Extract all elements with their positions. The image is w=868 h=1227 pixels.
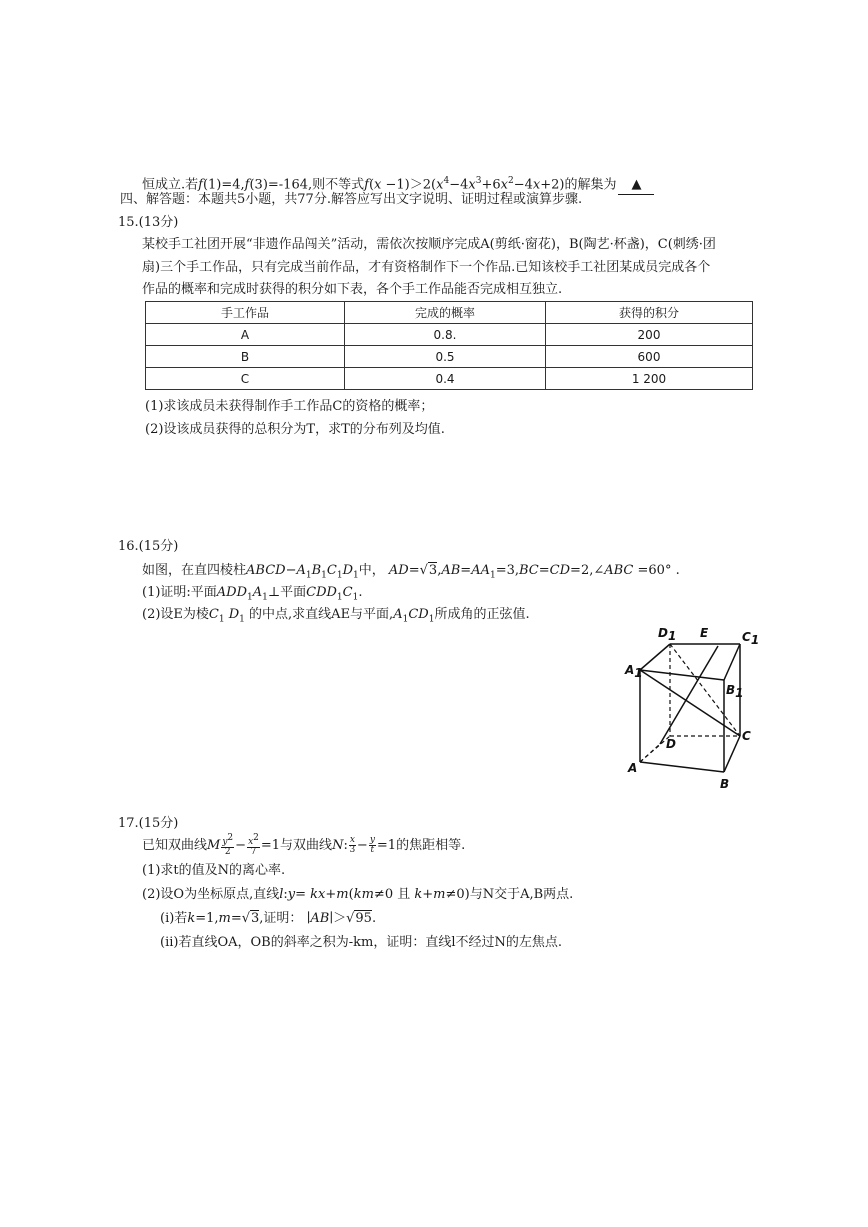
table-row xyxy=(146,324,753,346)
table-row xyxy=(146,346,753,368)
q17-number: 17.(15分) xyxy=(118,816,179,831)
q15-part1: (1)求该成员未获得制作手工作品C的资格的概率； xyxy=(145,399,434,414)
q17-part1: (1)求t的值及N的离心率. xyxy=(142,863,286,878)
edge-a1d1 xyxy=(640,644,670,670)
q15-intro-line3: 作品的概率和完成时获得的积分如下表，各个手工作品能否完成相互独立. xyxy=(142,282,563,297)
q16-part1: (1)证明:平面$ADD_1A_1\perp$平面$CDD_1C_1$. xyxy=(142,585,363,603)
table-cell: B xyxy=(146,346,345,368)
section-heading: 四、解答题：本题共5小题，共77分.解答应写出文字说明、证明过程或演算步骤. xyxy=(120,192,583,207)
q14-tail-line: 恒成立.若f(1)=4,f(3)=-164,则不等式$f(x -1)>2(x^4-4x^3+6x^2-4x+2)$的解集为 ▲ xyxy=(142,172,654,195)
q17-sub-i: (i)若k=1,m=√3,证明： ∣AB∣＞√95. xyxy=(160,911,377,926)
table-header-cell: 完成的概率 xyxy=(345,302,546,324)
answer-blank xyxy=(618,176,654,195)
table-cell: 0.4 xyxy=(345,368,546,390)
label-d1: D1 xyxy=(658,626,677,643)
table-cell: 1 200 xyxy=(546,368,753,390)
line-a1c xyxy=(640,670,740,736)
edge-ab xyxy=(640,762,724,772)
label-a1: A1 xyxy=(625,663,643,680)
q17-sub-ii: (ii)若直线OA，OB的斜率之积为-km，证明：直线l不经过N的左焦点. xyxy=(160,935,562,950)
edge-c1b1 xyxy=(724,644,740,680)
q15-intro-line2: 扇)三个手工作品，只有完成当前作品，才有资格制作下一个作品.已知该校手工社团某成员完成各个 xyxy=(142,260,711,275)
label-b: B xyxy=(720,777,730,791)
triangle-marker-icon: ▲ xyxy=(631,177,642,193)
q17-line1: 已知双曲线M $\frac{y^2}{2}$ − $\frac{x^2}{7}$ =1与双曲线N: $\frac{x}{3}$ − $\frac{y}{t}$ =1的焦距相等. xyxy=(142,833,466,857)
works-table xyxy=(145,301,753,390)
q16-line1: 如图，在直四棱柱$ABCD-A_1B_1C_1D_1$中， $AD=√3,AB=AA_1=3,BC=CD=2,\angle ABC =60^\circ$ . xyxy=(142,563,680,581)
q16-number: 16.(15分) xyxy=(118,539,179,554)
q15-number: 15.(13分) xyxy=(118,215,179,230)
label-c: C xyxy=(742,729,751,743)
table-cell: A xyxy=(146,324,345,346)
label-d: D xyxy=(666,737,676,751)
table-row xyxy=(146,368,753,390)
q17-part2: (2)设O为坐标原点,直线l:y= kx+m(km≠0 且 k+m≠0)与N交于A,B两点. xyxy=(142,887,574,902)
q15-intro-line1: 某校手工社团开展“非遗作品闯关”活动，需依次按顺序完成A(剪纸·窗花)，B(陶艺·杯盏)，C(刺绣·团 xyxy=(142,237,716,252)
prism-figure xyxy=(620,624,770,794)
edge-bc xyxy=(724,736,740,772)
label-e: E xyxy=(700,626,709,640)
table-cell: 0.5 xyxy=(345,346,546,368)
table-cell: 0.8. xyxy=(345,324,546,346)
q15-part2: (2)设该成员获得的总积分为T，求T的分布列及均值. xyxy=(145,422,445,437)
label-a: A xyxy=(628,761,638,775)
table-cell: 200 xyxy=(546,324,753,346)
table-cell: C xyxy=(146,368,345,390)
table-header-cell: 手工作品 xyxy=(146,302,345,324)
table-header-cell: 获得的积分 xyxy=(546,302,753,324)
table-cell: 600 xyxy=(546,346,753,368)
label-c1: C1 xyxy=(742,630,760,647)
q16-part2: (2)设E为棱$C_1$ $D_1$ 的中点,求直线AE与平面$,A_1CD_1$所成角的正弦值. xyxy=(142,607,530,625)
line-ae-hidden xyxy=(640,744,660,762)
label-b1: B1 xyxy=(726,683,744,700)
table-header-row xyxy=(146,302,753,324)
